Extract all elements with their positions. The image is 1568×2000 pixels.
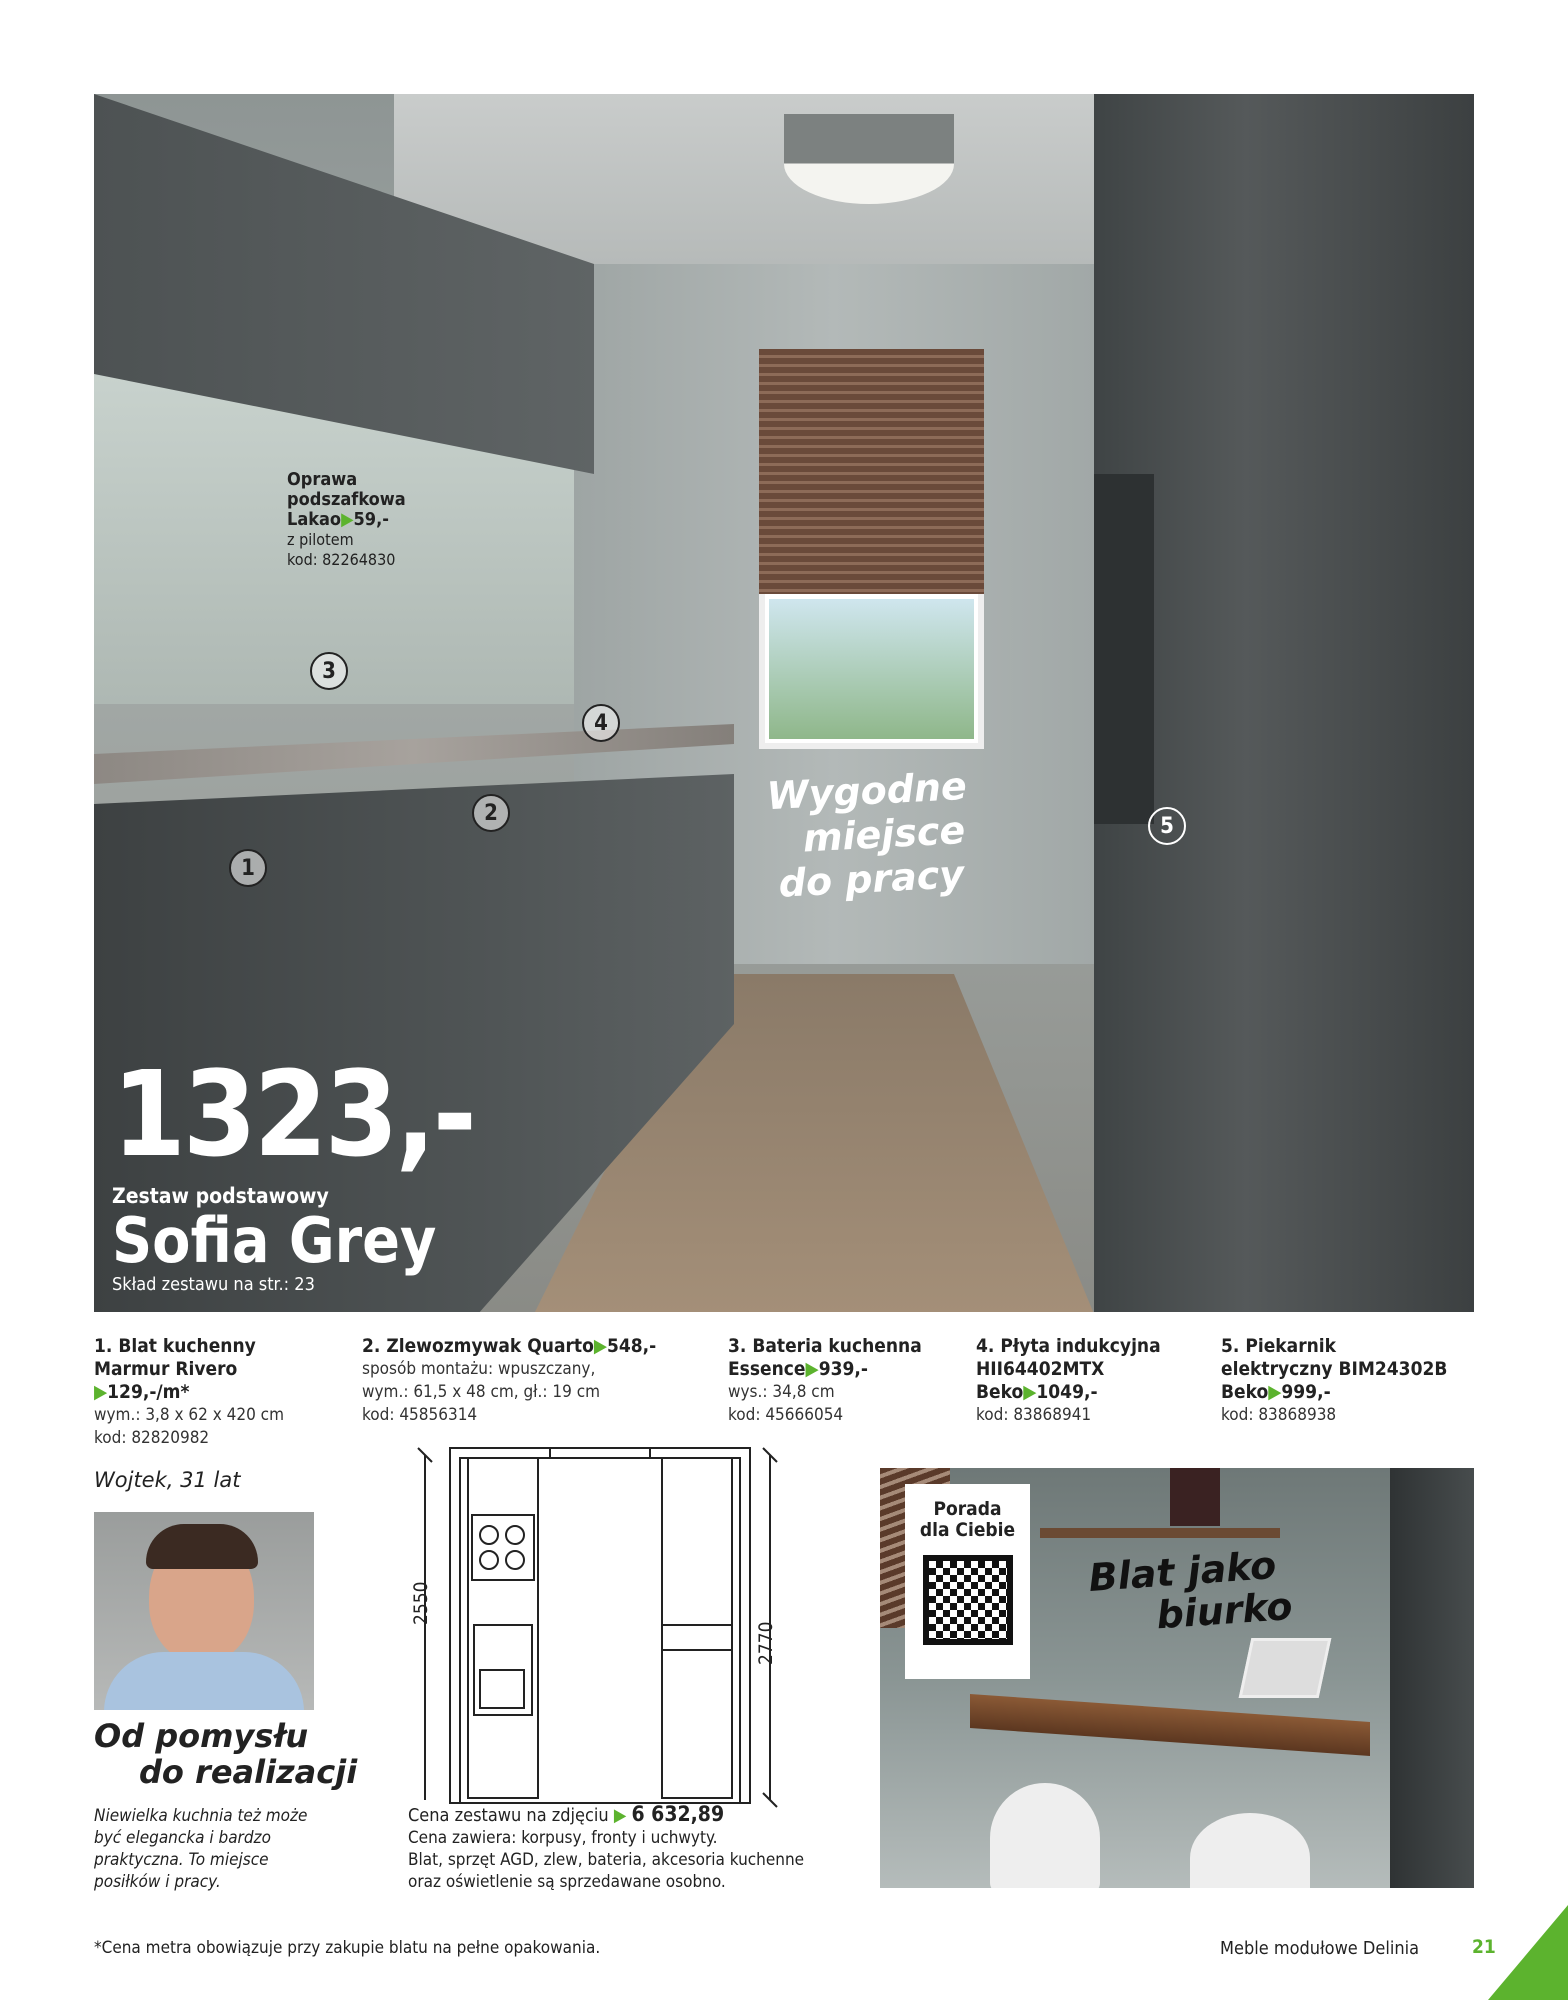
marker-3: 3 [310, 652, 348, 690]
product-brand: Beko [976, 1381, 1024, 1403]
callout-title-2: podszafkowa [287, 489, 406, 510]
shelf [1040, 1528, 1280, 1538]
product-detail: wym.: 61,5 x 48 cm, gł.: 19 cm [362, 1382, 600, 1402]
product-3 [728, 1335, 922, 1427]
product-name: 3. Bateria kuchenna [728, 1335, 922, 1357]
price-note: oraz oświetlenie są sprzedawane osobno. [408, 1872, 726, 1892]
product-4 [976, 1335, 1161, 1427]
text-line: posiłków i pracy. [94, 1872, 221, 1892]
qr-code[interactable] [923, 1555, 1013, 1645]
product-code: kod: 83868938 [1221, 1405, 1337, 1425]
badge-line-2: dla Ciebie [919, 1519, 1016, 1541]
product-price: 1049,- [1036, 1381, 1098, 1403]
plan-right-cabinets [662, 1458, 732, 1798]
desk-board [970, 1694, 1370, 1756]
product-price: 999,- [1281, 1381, 1331, 1403]
product-brand: Beko [1221, 1381, 1269, 1403]
set-name: Sofia Grey [112, 1204, 437, 1277]
marker-2: 2 [472, 794, 510, 832]
plan-hob [472, 1515, 534, 1580]
product-name: 1. Blat kuchenny [94, 1335, 256, 1357]
set-price-block [112, 1045, 474, 1295]
product-name: 2. Zlewozmywak Quarto [362, 1335, 594, 1357]
plan-window [550, 1448, 650, 1458]
plan-price-block [408, 1803, 804, 1893]
price-arrow-icon: ▶ [1268, 1381, 1282, 1403]
marker-5: 5 [1148, 807, 1186, 845]
oven [1094, 474, 1154, 824]
product-code: kod: 45666054 [728, 1405, 844, 1425]
product-5 [1221, 1335, 1447, 1427]
section-name: Meble modułowe Delinia [1220, 1938, 1420, 1959]
portrait-photo [94, 1512, 314, 1710]
callout-title-1: Oprawa [287, 469, 358, 490]
dim-left: 2550 [410, 1581, 432, 1625]
testimonial-headline [94, 1718, 357, 1790]
callout-code: kod: 82264830 [287, 550, 396, 569]
product-detail: wym.: 3,8 x 62 x 420 cm [94, 1405, 284, 1425]
price-arrow-icon: ▶ [613, 1805, 627, 1826]
product-price: 939,- [818, 1358, 868, 1380]
text-line: Niewielka kuchnia też może [94, 1806, 308, 1826]
product-code: kod: 82820982 [94, 1428, 210, 1448]
plan-inner [460, 1458, 740, 1803]
testimonial-name: Wojtek, 31 lat [94, 1468, 241, 1492]
product-price: 129,-/m* [107, 1381, 190, 1403]
laptop [1239, 1638, 1332, 1698]
product-name: 5. Piekarnik [1221, 1335, 1337, 1357]
dim-right: 2770 [755, 1621, 777, 1665]
set-contents: Skład zestawu na str.: 23 [112, 1274, 315, 1295]
price-note: Blat, sprzęt AGD, zlew, bateria, akcesoria kuchenne [408, 1850, 805, 1870]
kitchen-photo [94, 94, 1474, 1312]
callout-note: z pilotem [287, 530, 354, 549]
window-glass [769, 599, 974, 739]
set-price: 1323,- [112, 1045, 474, 1183]
plan-left-cabinets [468, 1458, 538, 1798]
shirt [104, 1652, 304, 1710]
text-line: być elegancka i bardzo [94, 1828, 271, 1848]
chair [1190, 1813, 1310, 1888]
product-2 [362, 1335, 656, 1427]
marker-4: 4 [582, 704, 620, 742]
headline-line-1: Od pomysłu [94, 1717, 309, 1755]
price-note: Cena zawiera: korpusy, fronty i uchwyty. [408, 1828, 718, 1848]
text-line: praktyczna. To miejsce [94, 1850, 269, 1870]
product-1 [94, 1335, 284, 1450]
product-name: Essence [728, 1358, 806, 1380]
workspace-caption [766, 764, 973, 906]
photo-set-price: 6 632,89 [631, 1802, 725, 1826]
product-detail: sposób montażu: wpuszczany, [362, 1359, 596, 1379]
product-detail: wys.: 34,8 cm [728, 1382, 835, 1402]
tip-caption-line-1: Blat jako [1087, 1543, 1278, 1601]
headline-line-2: do realizacji [139, 1753, 358, 1791]
caption-line-3: do pracy [777, 852, 966, 906]
testimonial-text [94, 1805, 307, 1893]
price-arrow-icon: ▶ [341, 509, 354, 530]
product-name: HII64402MTX [976, 1358, 1105, 1380]
chair [990, 1783, 1100, 1888]
ceiling-lamp [784, 114, 954, 204]
callout-price: 59,- [353, 509, 389, 530]
tip-badge [905, 1484, 1030, 1679]
price-arrow-icon: ▶ [593, 1335, 607, 1357]
product-name: elektryczny BIM24302B [1221, 1358, 1448, 1380]
corner-triangle [1488, 1905, 1568, 2000]
caption-line-1: Wygodne [765, 763, 968, 819]
books [1170, 1468, 1220, 1526]
price-label: Cena zestawu na zdjęciu [408, 1805, 609, 1826]
kitchen-floor-plan [400, 1440, 800, 1810]
tip-caption [1087, 1543, 1293, 1641]
badge-line-1: Porada [933, 1498, 1002, 1520]
hair [146, 1524, 258, 1569]
product-code: kod: 83868941 [976, 1405, 1092, 1425]
product-price: 548,- [607, 1335, 657, 1357]
product-code: kod: 45856314 [362, 1405, 478, 1425]
page-number: 21 [1472, 1936, 1496, 1958]
light-callout [287, 470, 406, 570]
caption-line-2: miejsce [801, 807, 967, 861]
product-name: 4. Płyta indukcyjna [976, 1335, 1161, 1357]
tip-caption-line-2: biurko [1155, 1583, 1294, 1638]
window-blind [759, 349, 984, 594]
price-arrow-icon: ▶ [1023, 1381, 1037, 1403]
price-arrow-icon: ▶ [94, 1381, 108, 1403]
callout-name: Lakao [287, 509, 342, 530]
set-label: Zestaw podstawowy [112, 1184, 329, 1208]
desk-photo [880, 1468, 1474, 1888]
shelving [1390, 1468, 1474, 1888]
price-arrow-icon: ▶ [805, 1358, 819, 1380]
product-name: Marmur Rivero [94, 1358, 238, 1380]
footnote: *Cena metra obowiązuje przy zakupie blatu na pełne opakowania. [94, 1938, 601, 1958]
marker-1: 1 [229, 849, 267, 887]
